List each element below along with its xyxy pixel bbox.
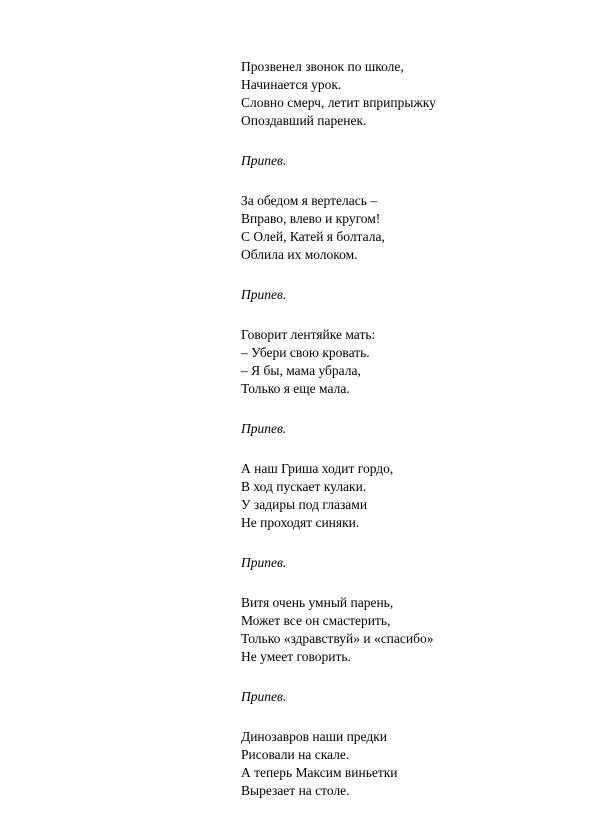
stanza-1 — [241, 58, 581, 130]
refrain-label: Припев. — [241, 287, 287, 302]
stanza-5 — [241, 594, 581, 666]
poem-line: За обедом я вертелась – — [241, 193, 378, 208]
refrain-label: Припев. — [241, 555, 287, 570]
poem-line: Облила их молоком. — [241, 247, 358, 262]
poem-line: А наш Гриша ходит гордо, — [241, 461, 394, 476]
poem-line: Вырезает на столе. — [241, 783, 350, 798]
poem-line: Словно смерч, летит вприпрыжку — [241, 95, 436, 110]
poem-line: – Убери свою кровать. — [241, 345, 370, 360]
poem-line: У задиры под глазами — [241, 497, 368, 512]
refrain-label: Припев. — [241, 421, 287, 436]
poem-line: Только я еще мала. — [241, 381, 350, 396]
poem-line: Витя очень умный парень, — [241, 595, 394, 610]
refrain-label: Припев. — [241, 153, 287, 168]
poem-line: Не умеет говорить. — [241, 649, 351, 664]
poem-line: А теперь Максим виньетки — [241, 765, 398, 780]
poem-line: Вправо, влево и кругом! — [241, 211, 381, 226]
poem-line: Не проходят синяки. — [241, 515, 360, 530]
poem-line: Только «здравствуй» и «спасибо» — [241, 631, 434, 646]
poem-line: Может все он смастерить, — [241, 613, 391, 628]
poem-line: Опоздавший паренек. — [241, 113, 367, 128]
poem-line: – Я бы, мама убрала, — [241, 363, 361, 378]
refrain-label: Припев. — [241, 689, 287, 704]
poem-line: В ход пускает кулаки. — [241, 479, 367, 494]
poem-line: Рисовали на скале. — [241, 747, 350, 762]
stanza-6 — [241, 728, 581, 800]
stanza-4 — [241, 460, 581, 532]
poem-line: Прозвенел звонок по школе, — [241, 59, 404, 74]
stanza-2 — [241, 192, 581, 264]
poem-line: Говорит лентяйке мать: — [241, 327, 376, 342]
poem-line: Начинается урок. — [241, 77, 342, 92]
poem-line: Динозавров наши предки — [241, 729, 388, 744]
poem-text — [241, 58, 581, 822]
poem-line: С Олей, Катей я болтала, — [241, 229, 385, 244]
stanza-3 — [241, 326, 581, 398]
